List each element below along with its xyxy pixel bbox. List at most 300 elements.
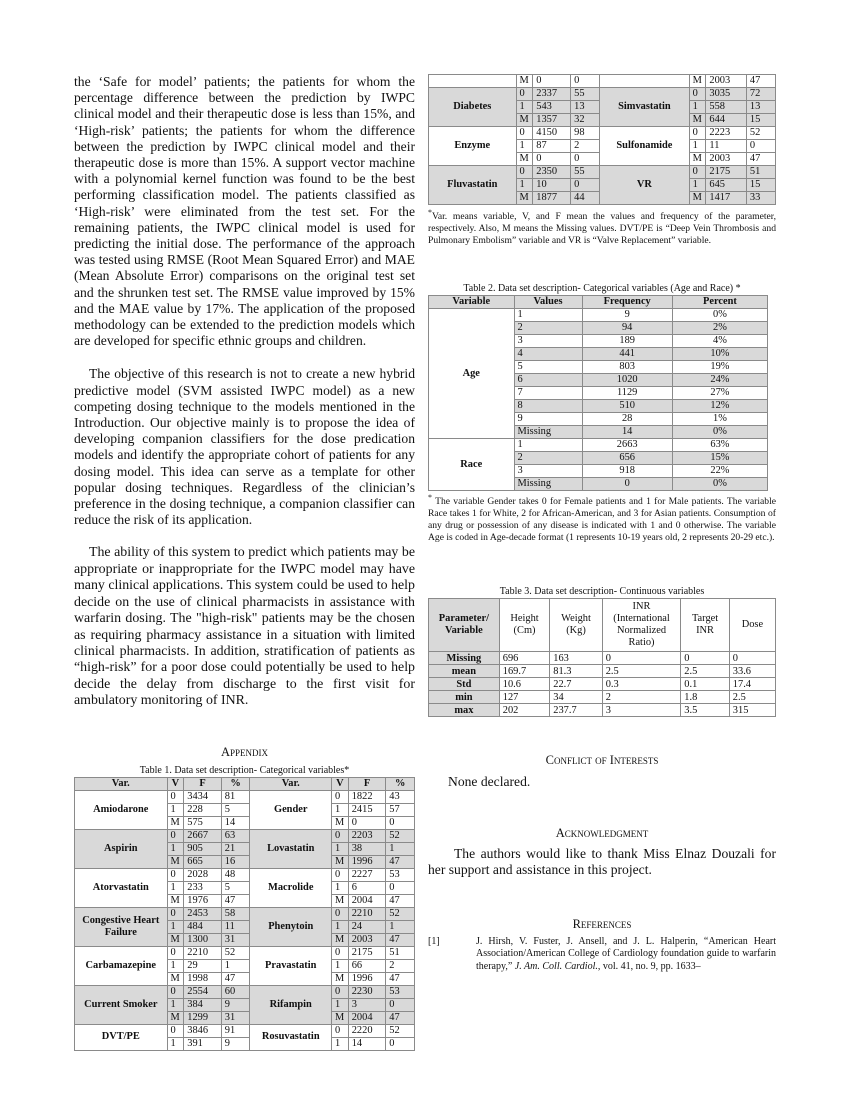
table-cell: 1 [386, 842, 415, 855]
table-cell: 0.3 [602, 678, 681, 691]
table1-header: % [386, 777, 415, 790]
table-cell: 0 [386, 998, 415, 1011]
table-cell: 0 [571, 75, 600, 88]
table-cell: 1% [672, 413, 767, 426]
table-cell: 0 [516, 88, 533, 101]
table-cell: 2415 [348, 803, 386, 816]
table-cell: 1417 [706, 192, 747, 205]
variable-label: Diabetes [429, 88, 517, 127]
table-cell: 0 [602, 652, 681, 665]
table-cell: 15% [672, 452, 767, 465]
references-heading: References [572, 916, 632, 931]
variable-label: Fluvastatin [429, 166, 517, 205]
variable-label: Gender [250, 790, 332, 829]
table-cell: 14 [348, 1037, 386, 1050]
table-cell: 0 [689, 166, 706, 179]
variable-label: Sulfonamide [600, 127, 689, 166]
table-cell: 47 [386, 855, 415, 868]
table-cell: 63% [672, 439, 767, 452]
table-cell: 11 [706, 140, 747, 153]
table-cell: 233 [184, 881, 222, 894]
table-cell: 0 [689, 127, 706, 140]
table-cell: M [167, 855, 184, 868]
table-cell: 22.7 [550, 678, 602, 691]
table-cell: 1 [332, 803, 349, 816]
table2-header: Frequency [582, 296, 672, 309]
table-cell: 98 [571, 127, 600, 140]
table-cell: 1 [167, 998, 184, 1011]
table-cell: 12% [672, 400, 767, 413]
table-cell: 33.6 [729, 665, 775, 678]
table-cell: M [332, 933, 349, 946]
table-cell: 441 [582, 348, 672, 361]
table-row [429, 309, 768, 322]
table1-header: F [348, 777, 386, 790]
table-cell: 1300 [184, 933, 222, 946]
table-cell: 656 [582, 452, 672, 465]
table-cell: 2003 [706, 153, 747, 166]
table-cell: 2 [514, 452, 582, 465]
table-cell: 1 [167, 881, 184, 894]
table-cell: 228 [184, 803, 222, 816]
table1-continued [428, 74, 776, 205]
table-cell: 19% [672, 361, 767, 374]
table-cell: 31 [221, 1011, 250, 1024]
table-cell: 0 [533, 153, 571, 166]
table-row [429, 75, 776, 88]
table3-header: Parameter/ Variable [429, 599, 500, 652]
table2 [428, 295, 768, 491]
table-cell: 644 [706, 114, 747, 127]
table-cell: 2.5 [681, 665, 730, 678]
table-cell: 72 [746, 88, 775, 101]
table-cell: M [167, 894, 184, 907]
table-cell: 3.5 [681, 704, 730, 717]
table-cell: 665 [184, 855, 222, 868]
table-cell: 543 [533, 101, 571, 114]
table-cell: 169.7 [499, 665, 550, 678]
table-cell: 14 [582, 426, 672, 439]
table-cell: 189 [582, 335, 672, 348]
table-cell: 2350 [533, 166, 571, 179]
table-cell: 0 [386, 816, 415, 829]
table-cell: 0 [332, 829, 349, 842]
table-cell: 0 [167, 868, 184, 881]
table-cell: 3 [348, 998, 386, 1011]
table-cell: 1 [167, 920, 184, 933]
table-cell: 5 [514, 361, 582, 374]
table-cell: 47 [386, 933, 415, 946]
table-cell: 645 [706, 179, 747, 192]
table-cell: 2175 [348, 946, 386, 959]
table1-header: Var. [75, 777, 168, 790]
table-cell: 6 [514, 374, 582, 387]
table1-header: V [332, 777, 349, 790]
table-cell: 33 [746, 192, 775, 205]
table2-caption: Table 2. Data set description- Categorical variables (Age and Race) * [463, 283, 741, 295]
table-cell: 510 [582, 400, 672, 413]
table-cell: 1 [221, 959, 250, 972]
table-cell: 2 [386, 959, 415, 972]
table-cell: M [167, 816, 184, 829]
table1-header: F [184, 777, 222, 790]
table-cell: 0 [571, 153, 600, 166]
table-cell: 22% [672, 465, 767, 478]
table-cell: 696 [499, 652, 550, 665]
table-cell: 2% [672, 322, 767, 335]
table-cell: 3 [514, 465, 582, 478]
table-cell: 47 [221, 894, 250, 907]
table2-header: Variable [429, 296, 515, 309]
table2-header: Percent [672, 296, 767, 309]
table-cell: 2003 [348, 933, 386, 946]
table3 [428, 598, 776, 717]
table1 [74, 777, 415, 1051]
table-cell: 0 [332, 790, 349, 803]
table-cell: 51 [746, 166, 775, 179]
table-cell: 1 [332, 959, 349, 972]
table-cell: 803 [582, 361, 672, 374]
table-cell: 1129 [582, 387, 672, 400]
table-cell: 9 [221, 998, 250, 1011]
table-cell: 0 [167, 985, 184, 998]
table-cell: 2004 [348, 894, 386, 907]
paragraph-1: the ‘Safe for model’ patients; the patients for whom the percentage difference between the prediction by IWPC clinical model and their therapeutic dose is less than 15%, and ‘High-risk’ patients; the patients for whom the difference between the prediction by IWPC clinical model and their therapeutic dose is more than 15%. A support vector machine with a polynomial kernel function was found to be the best performing classification model. The patients classified as ‘High-risk’ were eliminated from the test set. For the remaining patients, the IWPC clinical model is used for predicting the initial dose. The performance of the approach was tested using RMSE (Root Mean Squared Error) and MAE (Mean Absolute Error) comparisons on the original test set and the shrunken test set. The RMSE value improved by 15% and the MAE value by 17%. The application of the proposed methodology can be extended to the prediction models which are developed for specific ethnic groups and children. [74, 74, 415, 349]
table-row [429, 652, 776, 665]
table-cell: 1996 [348, 855, 386, 868]
table-cell: 6 [348, 881, 386, 894]
paragraph-3: The ability of this system to predict which patients may be appropriate or inappropriate for the IWPC model may have many clinical applications. This system could be used to help decide on the use of clinical pharmacists in assistance with warfarin dosing. The "high-risk" patients may be the chosen as requiring pharmacy assistance in a situation with limited clinical pharmacists. In addition, stratification of patients as “high-risk” for a poor dose could potentially be used to help decide the delay from discharge to the first visit for ambulatory monitoring of INR. [74, 545, 415, 709]
variable-label: Atorvastatin [75, 868, 168, 907]
variable-label: DVT/PE [75, 1024, 168, 1050]
table-cell: 3035 [706, 88, 747, 101]
table-cell: 0% [672, 426, 767, 439]
table-cell: 575 [184, 816, 222, 829]
table-cell: M [689, 153, 706, 166]
table-cell: min [429, 691, 500, 704]
table-row [429, 127, 776, 140]
table-cell: 0 [332, 985, 349, 998]
table3-header: INR (International Normalized Ratio) [602, 599, 681, 652]
table-cell: 10 [533, 179, 571, 192]
variable-label: Lovastatin [250, 829, 332, 868]
table-cell: 1 [167, 959, 184, 972]
table-cell: 32 [571, 114, 600, 127]
table-cell: 1 [689, 140, 706, 153]
table-cell: 1 [167, 842, 184, 855]
table-cell: 1 [332, 881, 349, 894]
table-cell: 1020 [582, 374, 672, 387]
table-row [75, 946, 415, 959]
table-cell: 2337 [533, 88, 571, 101]
table-cell: 127 [499, 691, 550, 704]
table-cell: 14 [221, 816, 250, 829]
table-cell: 0 [167, 829, 184, 842]
table-cell: 0 [167, 1024, 184, 1037]
table-cell: 0 [167, 907, 184, 920]
table-cell: M [167, 1011, 184, 1024]
table-cell: 7 [514, 387, 582, 400]
variable-label: Pravastatin [250, 946, 332, 985]
variable-label [600, 75, 689, 88]
table-cell: M [516, 75, 533, 88]
table-cell: 34 [550, 691, 602, 704]
table-cell: M [516, 114, 533, 127]
table-cell: 52 [746, 127, 775, 140]
table-cell: M [332, 816, 349, 829]
table-cell: M [332, 855, 349, 868]
table-cell: 918 [582, 465, 672, 478]
table-cell: 8 [514, 400, 582, 413]
table-cell: 1 [332, 1037, 349, 1050]
table-cell: 391 [184, 1037, 222, 1050]
table-cell: 3 [602, 704, 681, 717]
table-cell: 87 [533, 140, 571, 153]
table-cell: 4150 [533, 127, 571, 140]
table-cell: 31 [221, 933, 250, 946]
table-cell: 2663 [582, 439, 672, 452]
table-cell: 13 [746, 101, 775, 114]
table-cell: 4% [672, 335, 767, 348]
table-cell: 81 [221, 790, 250, 803]
variable-label: Phenytoin [250, 907, 332, 946]
table-cell: 2 [514, 322, 582, 335]
table-cell: M [689, 114, 706, 127]
table-cell: 0 [348, 816, 386, 829]
variable-label: Macrolide [250, 868, 332, 907]
table-cell: 52 [221, 946, 250, 959]
table-cell: 55 [571, 166, 600, 179]
table-cell: 10% [672, 348, 767, 361]
table-cell: 53 [386, 868, 415, 881]
table-cell: 0 [167, 946, 184, 959]
table-cell: 2220 [348, 1024, 386, 1037]
table-cell: 2175 [706, 166, 747, 179]
table-cell: M [516, 192, 533, 205]
table-cell: 4 [514, 348, 582, 361]
table-cell: 2028 [184, 868, 222, 881]
table-cell: Missing [514, 426, 582, 439]
table-cell: 0% [672, 478, 767, 491]
table-cell: 47 [386, 894, 415, 907]
table-cell: 52 [386, 1024, 415, 1037]
table-row [429, 678, 776, 691]
table-cell: 15 [746, 179, 775, 192]
table1-header: % [221, 777, 250, 790]
table-cell: 2.5 [729, 691, 775, 704]
table2-header: Values [514, 296, 582, 309]
paragraph-2: The objective of this research is not to create a new hybrid predictive model (SVM assisted IWPC model) as a new competing dosing technique to the models mentioned in the Introduction. Our objective mainly is to propose the idea of developing companion classifiers for the dose predication models and identify the appropriate cohort of patients for any dosing model. This idea can serve as a template for other popular dosing techniques. Regardless of the clinician’s preference in the dosing technique, a companion classifier can reduce the risk of its application. [74, 366, 415, 528]
table-cell: 17.4 [729, 678, 775, 691]
table-cell: 47 [746, 75, 775, 88]
table-cell: 81.3 [550, 665, 602, 678]
right-column [428, 74, 776, 973]
table-cell: 1877 [533, 192, 571, 205]
table-cell: 38 [348, 842, 386, 855]
table-cell: Std [429, 678, 500, 691]
table-cell: 484 [184, 920, 222, 933]
variable-label: VR [600, 166, 689, 205]
table-cell: 2453 [184, 907, 222, 920]
table-cell: 3 [514, 335, 582, 348]
table-cell: 0 [729, 652, 775, 665]
table-cell: 0.1 [681, 678, 730, 691]
conflict-heading: Conflict of Interests [545, 753, 659, 768]
table-cell: 2554 [184, 985, 222, 998]
table-cell: M [167, 972, 184, 985]
table3-header: Weight (Kg) [550, 599, 602, 652]
table-cell: 1996 [348, 972, 386, 985]
table-row [429, 704, 776, 717]
table-cell: 47 [386, 1011, 415, 1024]
table-cell: 9 [514, 413, 582, 426]
table-cell: M [332, 972, 349, 985]
table-cell: max [429, 704, 500, 717]
table-cell: 0 [332, 946, 349, 959]
table-cell: 1.8 [681, 691, 730, 704]
table-cell: 2 [602, 691, 681, 704]
table-cell: 5 [221, 881, 250, 894]
table-row [75, 868, 415, 881]
table-cell: 51 [386, 946, 415, 959]
table-cell: 202 [499, 704, 550, 717]
variable-label: Simvastatin [600, 88, 689, 127]
table-cell: 1 [516, 179, 533, 192]
table-cell: 1 [516, 140, 533, 153]
table-row [429, 88, 776, 101]
table-row [429, 665, 776, 678]
table-cell: 1299 [184, 1011, 222, 1024]
table-cell: 237.7 [550, 704, 602, 717]
variable-label: Age [429, 309, 515, 439]
variable-label: Amiodarone [75, 790, 168, 829]
table-cell: M [332, 1011, 349, 1024]
table-cell: 2210 [184, 946, 222, 959]
table-cell: 1 [386, 920, 415, 933]
table-cell: 1 [514, 309, 582, 322]
left-column [74, 74, 415, 1051]
table-cell: 2004 [348, 1011, 386, 1024]
table3-header: Height (Cm) [499, 599, 550, 652]
table-cell: mean [429, 665, 500, 678]
ack-heading: Acknowledgment [555, 825, 649, 840]
table-cell: 2 [571, 140, 600, 153]
table-cell: 0 [689, 88, 706, 101]
table-cell: 2230 [348, 985, 386, 998]
table-cell: M [689, 75, 706, 88]
table-cell: 2210 [348, 907, 386, 920]
table-cell: 1 [332, 998, 349, 1011]
table-cell: 48 [221, 868, 250, 881]
table-cell: M [332, 894, 349, 907]
variable-label: Enzyme [429, 127, 517, 166]
table-cell: 0 [386, 881, 415, 894]
table-cell: 1 [167, 803, 184, 816]
table-cell: 0 [582, 478, 672, 491]
variable-label: Aspirin [75, 829, 168, 868]
table-cell: 0 [167, 790, 184, 803]
table1-caption: Table 1. Data set description- Categorical variables* [139, 764, 350, 776]
table-cell: 1998 [184, 972, 222, 985]
table-cell: 24 [348, 920, 386, 933]
table-cell: 5 [221, 803, 250, 816]
variable-label: Current Smoker [75, 985, 168, 1024]
table-row [75, 907, 415, 920]
table-cell: 15 [746, 114, 775, 127]
table-row [75, 985, 415, 998]
table-cell: 52 [386, 829, 415, 842]
table1-note: *Var. means variable, V, and F mean the values and frequency of the parameter, respectively. Also, M means the Missing values. DVT/PE is “Deep Vein Thrombosis and Pulmonary Embolism” variable and VR is “Valve Replacement” variable. [428, 208, 776, 247]
table-cell: 0 [332, 907, 349, 920]
table-cell: 384 [184, 998, 222, 1011]
table3-header: Dose [729, 599, 775, 652]
table-cell: 2667 [184, 829, 222, 842]
table-cell: 315 [729, 704, 775, 717]
table-cell: 2203 [348, 829, 386, 842]
table-cell: 9 [582, 309, 672, 322]
conflict-text: None declared. [448, 774, 531, 790]
variable-label: Congestive Heart Failure [75, 907, 168, 946]
table-cell: 63 [221, 829, 250, 842]
table-cell: 28 [582, 413, 672, 426]
table-cell: 0 [746, 140, 775, 153]
table-cell: 44 [571, 192, 600, 205]
table-row [429, 166, 776, 179]
table-cell: 53 [386, 985, 415, 998]
table-cell: 60 [221, 985, 250, 998]
table-cell: 3434 [184, 790, 222, 803]
table-cell: Missing [514, 478, 582, 491]
table-cell: 16 [221, 855, 250, 868]
table-cell: 1 [689, 179, 706, 192]
table1-header: V [167, 777, 184, 790]
table-cell: 27% [672, 387, 767, 400]
table-cell: 163 [550, 652, 602, 665]
table-cell: 91 [221, 1024, 250, 1037]
table-cell: 2227 [348, 868, 386, 881]
table-cell: 0 [533, 75, 571, 88]
table-cell: 1357 [533, 114, 571, 127]
table-cell: 1976 [184, 894, 222, 907]
reference-1-number: [1] [428, 935, 440, 947]
table-cell: M [167, 933, 184, 946]
table-cell: 52 [386, 907, 415, 920]
table-cell: 1822 [348, 790, 386, 803]
appendix-heading: Appendix [220, 744, 269, 759]
table-cell: 0 [386, 1037, 415, 1050]
table-cell: 2223 [706, 127, 747, 140]
ack-text: The authors would like to thank Miss Elnaz Douzali for her support and assistance in this project. [428, 845, 776, 877]
table-cell: M [689, 192, 706, 205]
table-cell: 9 [221, 1037, 250, 1050]
table-cell: 558 [706, 101, 747, 114]
table1-header: Var. [250, 777, 332, 790]
table-row [75, 790, 415, 803]
table3-caption: Table 3. Data set description- Continuous variables [499, 586, 705, 598]
table2-note: * The variable Gender takes 0 for Female patients and 1 for Male patients. The variable Race takes 1 for White, 2 for African-American, and 3 for Asian patients. Consumption of any drug or possession of any disease is indicated with 1 and 0 otherwise. The variable Age is coded in Age-decade format (1 represents 10-19 years old, 2 represents 20-29 etc.). [428, 493, 776, 544]
table-cell: 1 [689, 101, 706, 114]
table-cell: 11 [221, 920, 250, 933]
table-cell: 66 [348, 959, 386, 972]
table-row [75, 829, 415, 842]
table-cell: 24% [672, 374, 767, 387]
table-cell: 10.6 [499, 678, 550, 691]
variable-label: Rifampin [250, 985, 332, 1024]
table-cell: 0 [571, 179, 600, 192]
table-row [429, 691, 776, 704]
table-cell: 0 [332, 868, 349, 881]
table-cell: 47 [221, 972, 250, 985]
